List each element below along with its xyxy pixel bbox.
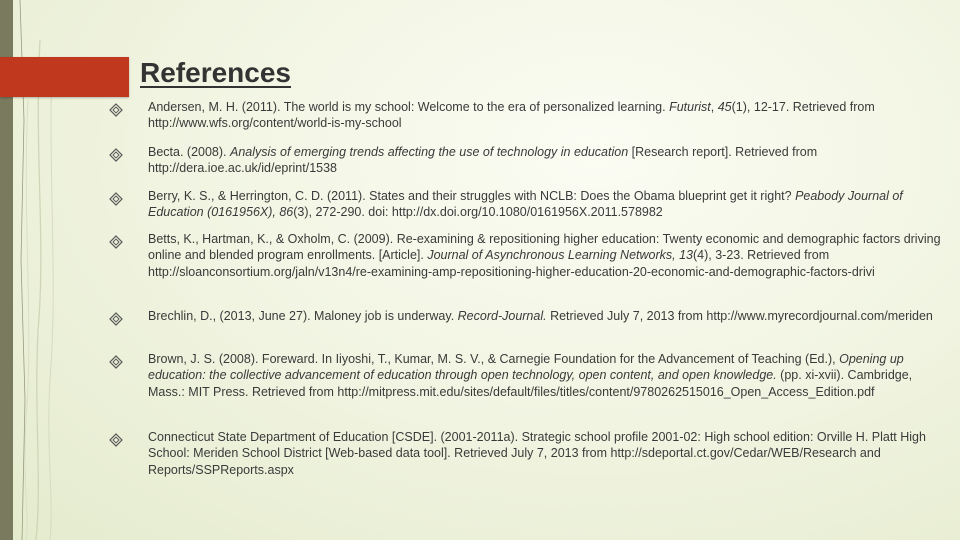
reference-item bbox=[108, 99, 948, 132]
reference-run: (1), 12-17. Retrieved from http://www.wfs.org/content/world-is-my-school bbox=[148, 100, 875, 131]
reference-text bbox=[148, 188, 948, 221]
reference-item bbox=[108, 231, 948, 280]
reference-text bbox=[148, 99, 948, 132]
reference-run: Becta. (2008). bbox=[148, 145, 230, 159]
diamond-bullet-icon bbox=[108, 234, 124, 250]
reference-text bbox=[148, 231, 948, 280]
diamond-bullet-icon bbox=[108, 311, 124, 327]
reference-item bbox=[108, 351, 948, 400]
slide-title: References bbox=[140, 57, 291, 88]
reference-text bbox=[148, 429, 948, 478]
reference-text bbox=[148, 308, 948, 324]
reference-run: (3), 272-290. doi: http://dx.doi.org/10.1080/0161956X.2011.578982 bbox=[293, 205, 663, 220]
reference-item bbox=[108, 188, 948, 221]
accent-tab bbox=[0, 57, 129, 97]
reference-italic-run: Analysis of emerging trends affecting the use of technology in education bbox=[230, 145, 629, 159]
reference-italic-run: Peabody Journal of Education (0161956X), 86 bbox=[148, 189, 903, 220]
reference-run: [Research report]. Retrieved from http://dera.ioe.ac.uk/id/eprint/1538 bbox=[148, 145, 818, 176]
reference-run: (4), 3-23. Retrieved from http://sloanconsortium.org/jaln/v13n4/re-examining-amp-repositioning-higher-education-20-economic-and-demographic-factors-drivi bbox=[148, 248, 875, 279]
reference-italic-run: Futurist bbox=[669, 100, 711, 114]
reference-run: Berry, K. S., & Herrington, C. D. (2011). States and their struggles with NCLB: Does the Obama blueprint get it right? bbox=[148, 189, 796, 203]
diamond-bullet-icon bbox=[108, 191, 124, 207]
reference-run: Andersen, M. H. (2011). The world is my school: Welcome to the era of personalized learning. bbox=[148, 100, 670, 114]
reference-item bbox=[108, 429, 948, 478]
reference-run: Brechlin, D., (2013, June 27). Maloney job is underway. bbox=[148, 309, 458, 323]
diamond-bullet-icon bbox=[108, 102, 124, 118]
reference-run: , bbox=[710, 100, 718, 114]
reference-text bbox=[148, 351, 948, 400]
reference-italic-run: Record-Journal. bbox=[457, 309, 547, 323]
reference-run: Connecticut State Department of Education [CSDE]. (2001-2011a). Strategic school profile 2001-02: High school edition: Orville H. Platt High School: Meriden School District [Web-based data tool]. Retrieved July 7, 2013 from http://sdeportal.ct.gov/Cedar/WEB/Research and Reports/SSPReports.aspx bbox=[148, 430, 926, 477]
diamond-bullet-icon bbox=[108, 354, 124, 370]
reference-item bbox=[108, 144, 948, 177]
reference-italic-run: Opening up education: the collective advancement of education through open technology, open content, and open knowledge. bbox=[148, 352, 904, 383]
reference-italic-run: Journal of Asynchronous Learning Networks, 13 bbox=[427, 248, 693, 263]
reference-run: Retrieved July 7, 2013 from http://www.myrecordjournal.com/meriden bbox=[546, 309, 933, 323]
reference-item bbox=[108, 308, 948, 324]
reference-run: (pp. xi-xvii). Cambridge, Mass.: MIT Press. Retrieved from http://mitpress.mit.edu/sites/default/files/titles/content/9780262515016_Open_Access_Edition.pdf bbox=[148, 368, 913, 399]
reference-italic-run: 45 bbox=[717, 100, 732, 114]
reference-text bbox=[148, 144, 948, 177]
reference-run: Brown, J. S. (2008). Foreward. In Iiyoshi, T., Kumar, M. S. V., & Carnegie Foundation for the Advancement of Teaching (Ed.), bbox=[148, 352, 840, 366]
diamond-bullet-icon bbox=[108, 147, 124, 163]
diamond-bullet-icon bbox=[108, 432, 124, 448]
reference-run: Betts, K., Hartman, K., & Oxholm, C. (2009). Re-examining & repositioning higher education: Twenty economic and demographic factors driving online and blended program enrollments. [Article]. bbox=[148, 232, 941, 263]
